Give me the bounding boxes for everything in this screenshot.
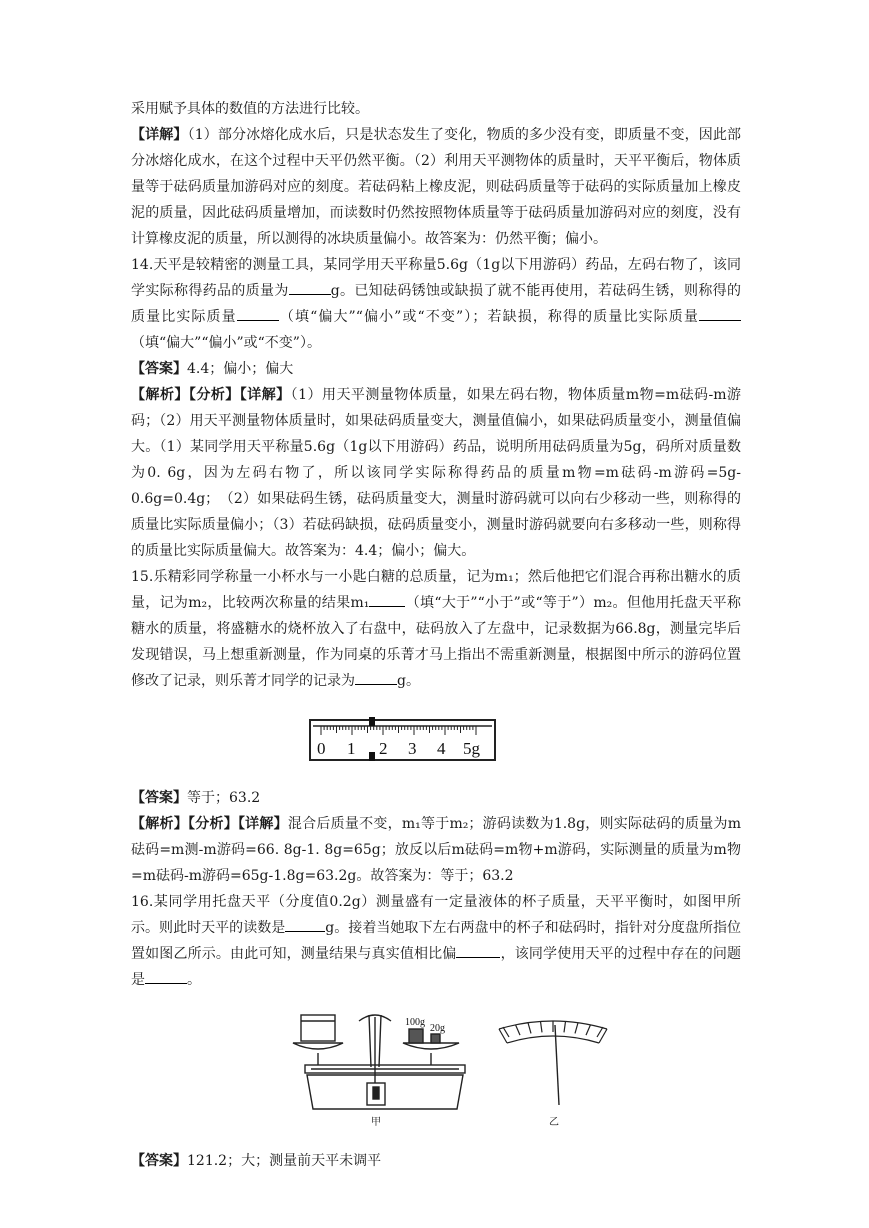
q15-analysis [131, 811, 741, 889]
q14-stem: （填“偏大”“偏小”或“不变”）；若缺损，称得的质量比实际质量 [278, 309, 699, 325]
q14-stem: 14.天平是较精密的测量工具，某同学用天平称量5.6g（1g以下用游码）药品，左码右物了，该同学实际称得药品的质量为 [131, 257, 741, 299]
dial-tick [503, 1027, 509, 1037]
right-pan [403, 1043, 459, 1049]
scale-label: 5g [463, 739, 480, 758]
weight-20g [431, 1034, 440, 1043]
rider-scale-figure [309, 716, 496, 762]
dial-tick [586, 1025, 591, 1035]
left-pan [293, 1043, 343, 1049]
answer-blank [237, 306, 279, 321]
q14-stem: g。已知砝码锈蚀或缺损了就不能再使用，若砝码生锈，则称得的质量比实际质量 [131, 283, 742, 325]
base-knob [373, 1087, 379, 1099]
answer-blank [456, 943, 500, 958]
detail-tag: 【详解】 [131, 127, 188, 143]
dial-tick [516, 1025, 521, 1035]
weight-100g [409, 1029, 423, 1043]
q16-stem: g。接着当她取下左右两盘中的杯子和砝码时，指针对分度盘所指位置如图乙所示。由此可知，测量结果与真实值相比偏 [131, 920, 742, 962]
figure-label-yi: 乙 [549, 1117, 559, 1128]
scale-label: 2 [379, 739, 388, 758]
question-16 [131, 889, 741, 993]
dial-tick [528, 1023, 531, 1034]
q15-answer [131, 785, 741, 811]
q14-answer [131, 356, 741, 382]
figure-label-jia: 甲 [371, 1117, 381, 1128]
answer-text: 4.4；偏小；偏大 [187, 361, 294, 377]
answer-blank [285, 917, 325, 932]
dial-tick [575, 1023, 578, 1034]
analysis-text: 混合后质量不变，m₁等于m₂；游码读数为1.8g，则实际砝码的质量为m砝码=m测-m游码=66. 8g-1. 8g=65g；放反以后m砝码=m物+m游码，实际测量的质量为m物=m砝码-m游码=65g-1.8g=63.2g。故答案为：等于；63.2 [131, 816, 742, 884]
document-page [131, 96, 741, 1174]
answer-blank [369, 592, 405, 607]
dial-pointer [555, 1025, 559, 1105]
analysis-tag: 【解析】【分析】【详解】 [131, 387, 291, 403]
balance-figure [291, 1007, 631, 1129]
q16-stem: 16.某同学用托盘天平（分度值0.2g）测量盛有一定量液体的杯子质量，天平平衡时，如图甲所示。则此时天平的读数是 [131, 894, 741, 936]
column-left [369, 1015, 371, 1067]
answer-tag: 【答案】 [131, 790, 187, 806]
detail-paragraph [131, 122, 741, 252]
scale-label: 4 [437, 739, 446, 758]
question-14 [131, 252, 741, 356]
q15-stem: （填“大于”“小于”或“等于”）m₂。但他用托盘天平称糖水的质量，将盛糖水的烧杯放入了右盘中，砝码放入了左盘中，记录数据为66.8g，测量完毕后发现错误，马上想重新测量，作为同桌的乐菁才马上指出不需重新测量，根据图中所示的游码位置修改了记录，则乐菁才同学的记录为 [131, 595, 741, 689]
q15-stem: g。 [397, 673, 420, 689]
weight-label: 20g [430, 1023, 445, 1034]
detail-text: （1）部分冰熔化成水后，只是状态发生了变化，物质的多少没有变，即质量不变，因此部分冰熔化成水，在这个过程中天平仍然平衡。（2）利用天平测物体的质量时，天平平衡后，物体质量等于砝码质量加游码对应的刻度。若砝码粘上橡皮泥，则砝码质量等于砝码的实际质量加上橡皮泥的质量，因此砝码质量增加，而读数时仍然按照物体质量等于砝码质量加游码对应的刻度，没有计算橡皮泥的质量，所以测得的冰块质量偏小。故答案为：仍然平衡；偏小。 [131, 127, 742, 247]
dial-tick [541, 1021, 543, 1032]
dial-yi [499, 1021, 607, 1105]
column-right [379, 1015, 381, 1067]
dial-ticks [503, 1021, 603, 1037]
question-15 [131, 564, 741, 694]
q16-stem: ，该同学使用天平的过程中存在的问题是 [131, 946, 742, 988]
answer-blank [145, 969, 187, 984]
answer-blank [289, 280, 331, 295]
q16-answer [131, 1148, 741, 1174]
text-line: 采用赋予具体的数值的方法进行比较。 [131, 101, 369, 117]
weight-label: 100g [405, 1017, 425, 1028]
q16-stem: 。 [187, 972, 201, 988]
answer-tag: 【答案】 [131, 1153, 187, 1169]
dial-tick [597, 1027, 603, 1037]
dial-arc-inner [507, 1036, 599, 1043]
answer-blank [699, 306, 741, 321]
answer-blank [355, 670, 397, 685]
q14-stem: （填“偏大”“偏小”或“不变”）。 [131, 335, 321, 351]
rider-top [369, 717, 375, 726]
answer-text: 121.2；大；测量前天平未调平 [187, 1153, 382, 1169]
scale-label: 0 [317, 739, 326, 758]
analysis-tag: 【解析】【分析】【详解】 [131, 816, 288, 832]
q15-stem: 15.乐精彩同学称量一小杯水与一小匙白糖的总质量，记为m₁；然后他把它们混合再称出糖水的质量，记为m₂，比较两次称量的结果m₁ [131, 569, 741, 611]
scale-label: 1 [347, 739, 356, 758]
scale-label: 3 [408, 739, 417, 758]
dial-tick [564, 1021, 566, 1032]
answer-tag: 【答案】 [131, 361, 187, 377]
beaker [301, 1015, 335, 1041]
rider-bottom [369, 752, 375, 761]
answer-text: 等于；63.2 [187, 790, 261, 806]
analysis-text: （1）用天平测量物体质量，如果左码右物，物体质量m物=m砝码-m游码；（2）用天平测量物体质量时，如果砝码质量变大，测量值偏小，如果砝码质量变小，测量值偏大。（1）某同学用天平称量5.6g（1g以下用游码）药品，说明所用砝码质量为5g，码所对质量数为0. 6g，因为左码右物了，所以该同学实际称得药品的质量m物=m砝码-m游码=5g-0.6g=0.4g； （2）如果砝码生锈，砝码质量变大，测量时游码就可以向右少移动一些，则称得的质量比实际质量偏小；（3）若砝码缺损，砝码质量变小，测量时游码就要向右多移动一些，则称得的质量比实际质量偏大。故答案为：4.4；偏小；偏大。 [131, 387, 741, 559]
q14-analysis [131, 382, 741, 564]
